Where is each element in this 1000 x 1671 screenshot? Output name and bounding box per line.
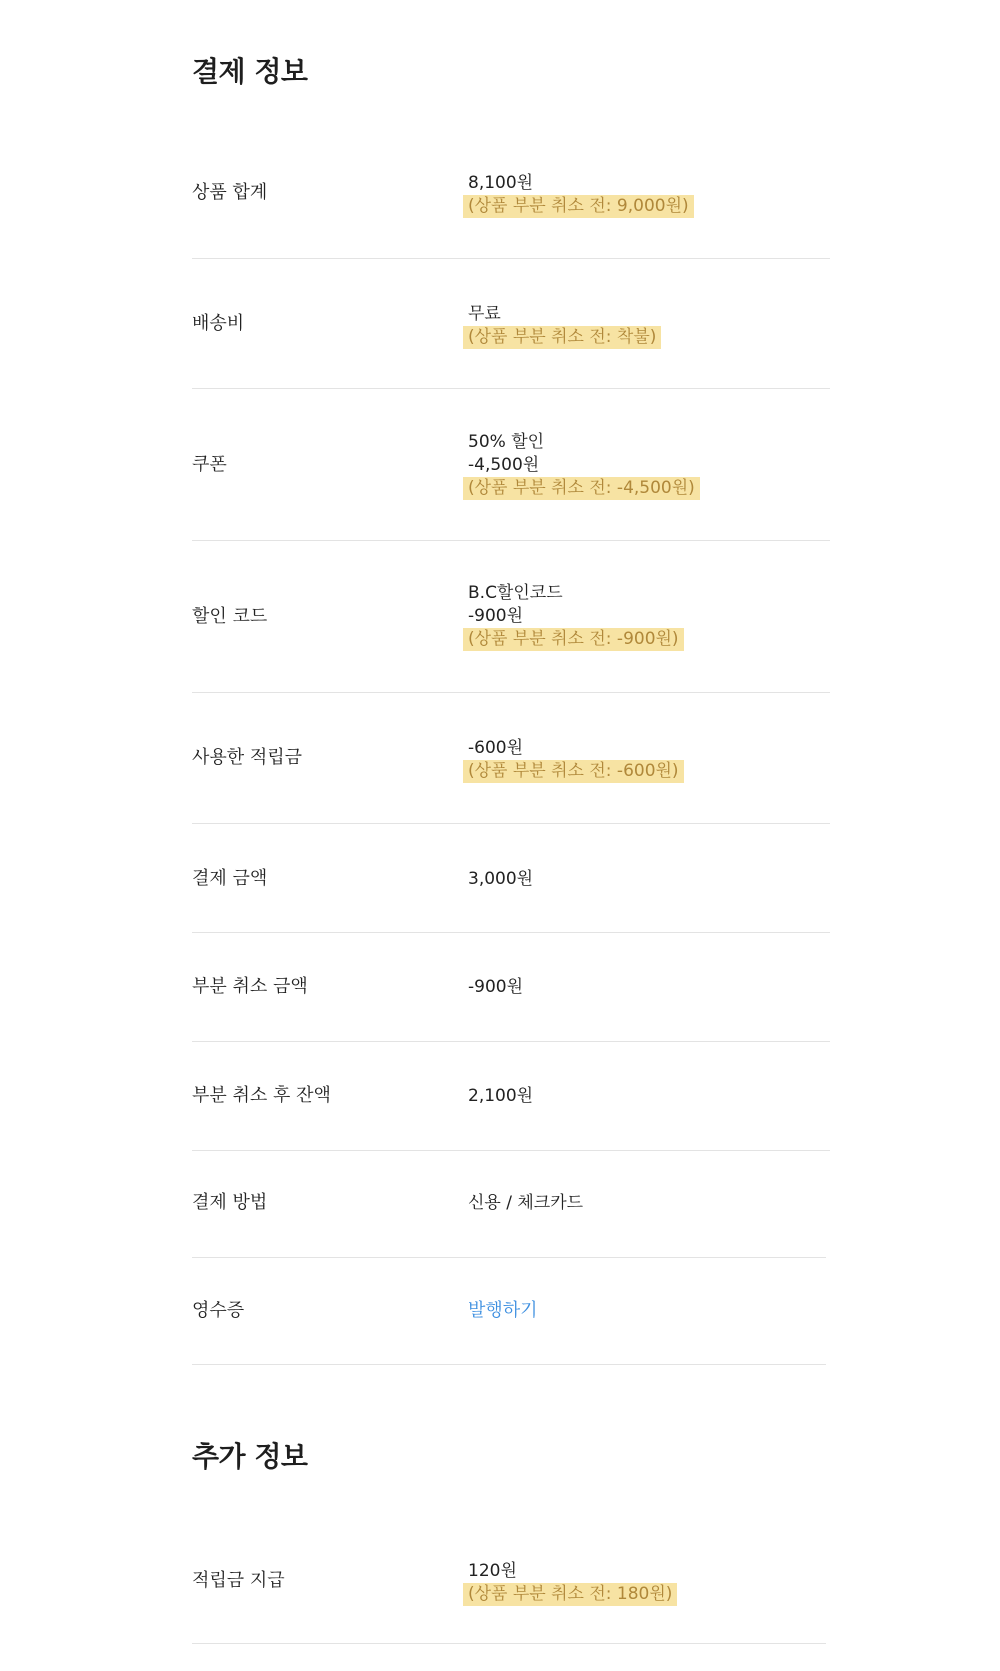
row-value: [468, 1560, 677, 1606]
row-value: [468, 431, 700, 500]
row-label: 할인 코드: [192, 606, 268, 627]
value-line: -900원: [468, 606, 524, 626]
value-line: -4,500원: [468, 455, 540, 475]
row-value: [468, 303, 661, 349]
row-value: [468, 737, 684, 783]
row-label: 쿠폰: [192, 454, 227, 475]
row-value: [468, 582, 684, 651]
row-label: 부분 취소 금액: [192, 976, 308, 997]
payment-section-title: 결제 정보: [192, 55, 308, 88]
value-line: 120원: [468, 1561, 517, 1581]
before-cancel-note: (상품 부분 취소 전: 착불): [463, 326, 661, 349]
before-cancel-note: (상품 부분 취소 전: -900원): [463, 628, 684, 651]
value-line: -600원: [468, 738, 524, 758]
value-line: B.C할인코드: [468, 583, 563, 603]
payment-row-partial-cancel-amount: [192, 933, 830, 1042]
row-label: 적립금 지급: [192, 1570, 285, 1591]
before-cancel-note: (상품 부분 취소 전: 9,000원): [463, 195, 694, 218]
row-label: 결제 금액: [192, 868, 268, 889]
row-value: [468, 1192, 583, 1215]
payment-row-paid-amount: [192, 824, 830, 933]
payment-row-discount-code: [192, 541, 830, 693]
before-cancel-note: (상품 부분 취소 전: -4,500원): [463, 477, 700, 500]
extra-section-title: 추가 정보: [192, 1440, 308, 1473]
payment-row-product-total: [192, 138, 830, 259]
row-label: 사용한 적립금: [192, 747, 303, 768]
payment-row-coupon: [192, 389, 830, 541]
row-label: 결제 방법: [192, 1192, 268, 1213]
extra-row-points-awarded: [192, 1517, 826, 1644]
value-line: 신용 / 체크카드: [468, 1193, 584, 1213]
value-line: 8,100원: [468, 173, 534, 193]
payment-row-points-used: [192, 693, 830, 824]
row-label: 부분 취소 후 잔액: [192, 1085, 331, 1106]
row-label: 영수증: [192, 1300, 245, 1321]
row-value: [468, 976, 523, 999]
row-value: [468, 172, 694, 218]
value-line: 무료: [468, 304, 501, 324]
payment-row-shipping: [192, 259, 830, 389]
value-line: 3,000원: [468, 869, 534, 889]
row-value: [468, 1085, 533, 1108]
payment-row-payment-method: [192, 1151, 826, 1258]
payment-row-balance-after-cancel: [192, 1042, 830, 1151]
row-value: [468, 1299, 538, 1322]
payment-row-receipt: [192, 1258, 826, 1365]
issue-receipt-link[interactable]: 발행하기: [468, 1300, 538, 1321]
value-line: 50% 할인: [468, 432, 545, 452]
value-line: -900원: [468, 977, 524, 997]
before-cancel-note: (상품 부분 취소 전: -600원): [463, 760, 684, 783]
row-label: 상품 합계: [192, 182, 268, 203]
before-cancel-note: (상품 부분 취소 전: 180원): [463, 1583, 677, 1606]
row-label: 배송비: [192, 313, 245, 334]
value-line: 2,100원: [468, 1086, 534, 1106]
row-value: [468, 868, 533, 891]
